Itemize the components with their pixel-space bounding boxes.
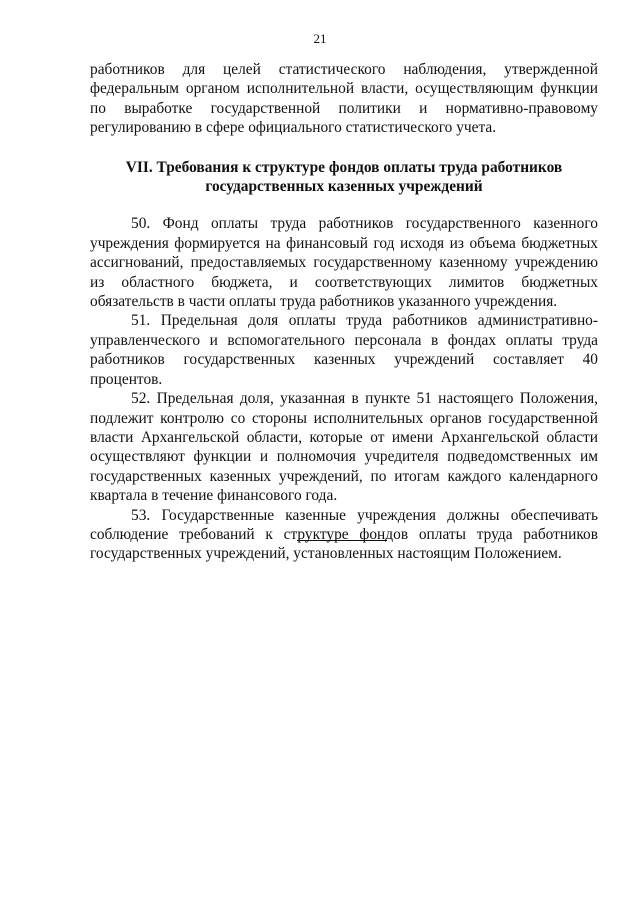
document-body (90, 60, 598, 564)
paragraph-51: 51. Предельная доля оплаты труда работников административно-управленческого и вспомогательного персонала в фондах оплаты труда работников государственных казенных учреждений составляет 40 процентов. (90, 312, 598, 388)
paragraph-52: 52. Предельная доля, указанная в пункте 51 настоящего Положения, подлежит контролю со стороны исполнительных органов государственной власти Архангельской области, которые от имени Архангельской области осуществляют функции и полномочия учредителя подведомственных им государственных казенных учреждений, по итогам каждого календарного квартала в течение финансового года. (90, 390, 598, 505)
paragraph-50: 50. Фонд оплаты труда работников государственного казенного учреждения формируется на финансовый год исходя из объема бюджетных ассигнований, предоставляемых государственному казенному учреждению из областного бюджета, и соответствующих лимитов бюджетных обязательств в части оплаты труда работников указанного учреждения. (90, 215, 598, 311)
paragraph-53: 53. Государственные казенные учреждения должны обеспечивать соблюдение требований к структуре фондов оплаты труда работников государственных учреждений, установленных настоящим Положением. (90, 506, 598, 563)
page-number: 21 (313, 31, 327, 46)
intro-paragraph: работников для целей статистического наблюдения, утвержденной федеральным органом исполнительной власти, осуществляющим функции по выработке государственной политики и нормативно-правовому регулированию в сфере официального статистического учета. (90, 61, 598, 137)
section-heading-line-2: государственных казенных учреждений (205, 178, 483, 196)
section-heading (90, 158, 598, 197)
section-heading-line-1: VII. Требования к структуре фондов оплаты труда работников (125, 158, 563, 176)
end-separator-line (297, 540, 387, 541)
